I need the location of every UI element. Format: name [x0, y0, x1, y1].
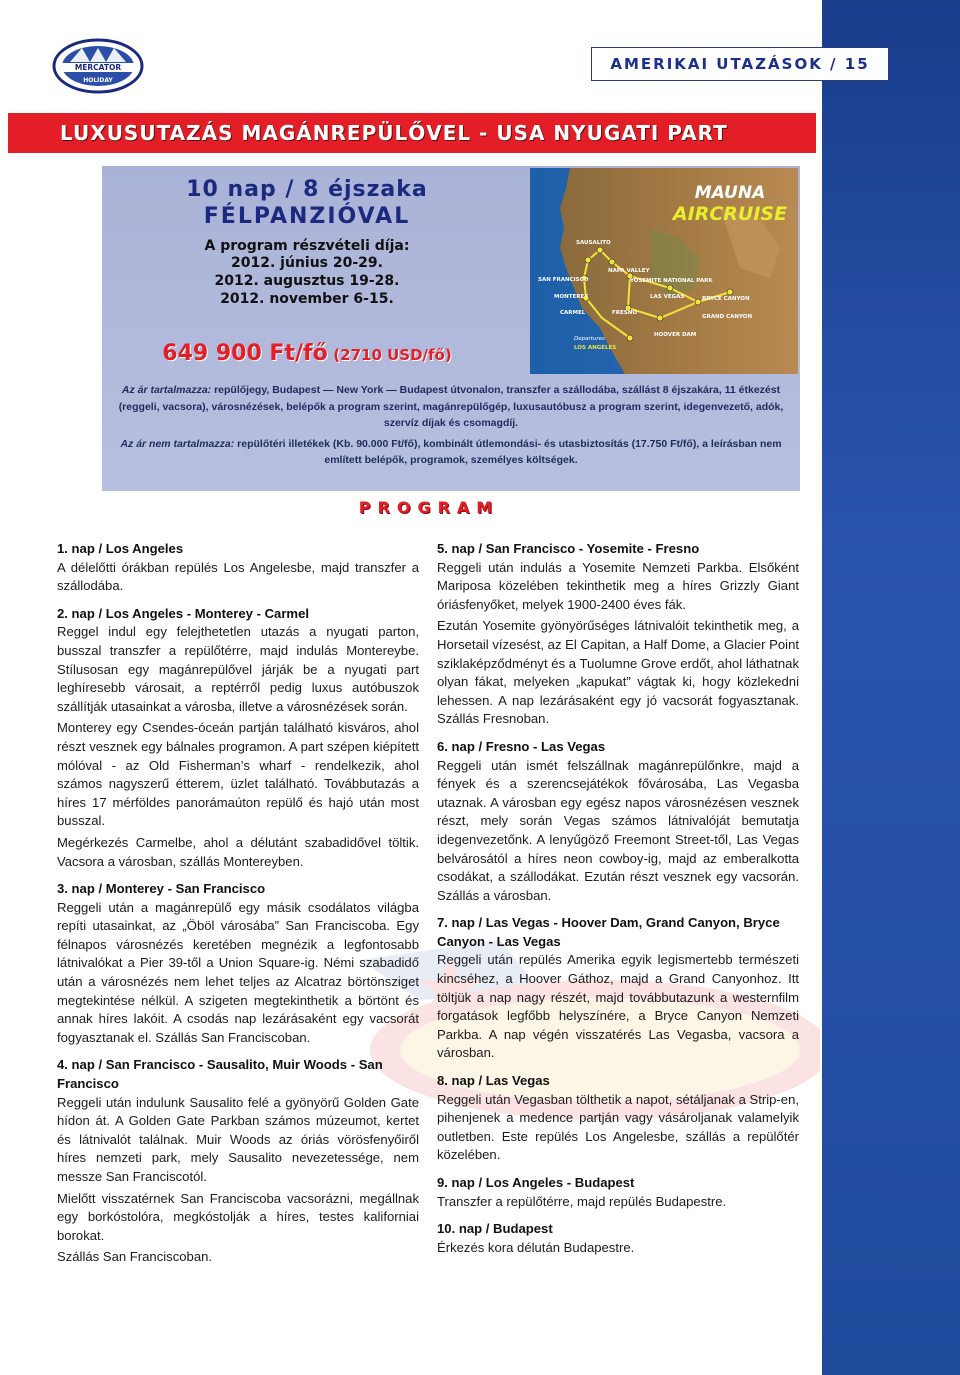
day-title: 2. nap / Los Angeles - Monterey - Carmel — [57, 605, 309, 621]
day-description: Reggeli után repülés Amerika egyik legismertebb természeti kincséhez, a Hoover Gáthoz, majd a Grand Canyonhoz. Itt töltjük a nap nagy részét, majd továbbutazunk a westernfilm forgatások legfőbb helyszínére, a Bryce Canyon Nemzeti Parkba. A nap végén visszatérés Las Vegasba, vacsora a városban. — [437, 952, 799, 1061]
program-day — [437, 1220, 799, 1257]
included-terms — [105, 382, 797, 432]
map-label: LOS ANGELES — [574, 345, 617, 351]
day-description: Reggeli után indulunk Sausalito felé a gyönyörű Golden Gate hídon át. A Golden Gate Parkban számos múzeumot, kertet és látnivalót találnak. Muir Woods az óriás vörösfenyőiről híres nemzeti park, mely Sausalito nevezetessége, nem messze San Franciscotól. — [57, 1094, 419, 1184]
day-title: 7. nap / Las Vegas - Hoover Dam, Grand Canyon, Bryce Canyon - Las Vegas — [437, 915, 780, 949]
included-text: repülőjegy, Budapest — New York — Budapest útvonalon, transzfer a szállodába, szállást 8 éjszakára, 11 étkezést (reggeli, vacsora), városnézések, belépők a program szerint, magánrepülőgép, luxusautóbusz a program szerint, idegenvezető, adók, szervíz díjak és csomagdíj. — [118, 384, 784, 429]
map-label: YOSEMITE NATIONAL PARK — [630, 278, 713, 284]
day-description: Transzfer a repülőtérre, majd repülés Budapestre. — [437, 1193, 727, 1209]
excluded-terms — [105, 436, 797, 469]
price-usd: (2710 USD/fő) — [333, 346, 452, 364]
excluded-text: repülőtéri illetékek (Kb. 90.000 Ft/fő), kombinált útlemondási- és utasbiztosítás (17.750 Ft/fő), a leírásban nem említett belépők, programok, személyes költségek. — [237, 437, 782, 466]
program-day — [437, 540, 799, 729]
map-label: BRYCE CANYON — [702, 296, 750, 302]
price-huf: 649 900 Ft/fő — [162, 341, 328, 366]
promo-block — [102, 176, 512, 308]
mercator-holiday-logo — [52, 38, 144, 94]
day-title: 5. nap / San Francisco - Yosemite - Fresno — [437, 541, 700, 556]
day-description: Érkezés kora délután Budapestre. — [437, 1239, 635, 1255]
price-line — [102, 341, 512, 366]
map-label: SAN FRANCISCO — [538, 277, 589, 283]
fee-label: A program részvételi díja: — [204, 238, 410, 254]
map-label: Departures — [574, 336, 605, 342]
departure-date: 2012. június 20-29. — [231, 255, 383, 271]
svg-text:MERCATOR: MERCATOR — [74, 63, 122, 72]
day-description: Reggeli után Vegasban tölthetik a napot, sétáljanak a Strip-en, pihenjenek a medence partján vagy vásároljanak valamelyik outletben. Este repülés Los Angelesbe, szállás a repülőtér közelében. — [437, 1091, 799, 1163]
included-label: Az ár tartalmazza: — [121, 384, 212, 396]
day-title: 4. nap / San Francisco - Sausalito, Muir Woods - San Francisco — [57, 1057, 383, 1092]
map-label: HOOVER DAM — [654, 332, 697, 338]
map-label: CARMEL — [560, 310, 586, 316]
day-title: 6. nap / Fresno - Las Vegas — [437, 738, 606, 754]
day-title: 3. nap / Monterey - San Francisco — [57, 881, 266, 897]
side-color-stripe — [822, 0, 960, 1375]
program-day — [57, 605, 419, 871]
program-day — [57, 1056, 419, 1267]
map-label: LAS VEGAS — [650, 294, 685, 300]
map-label: SAUSALITO — [576, 240, 611, 246]
map-label: MONTEREY — [554, 294, 589, 300]
departure-date: 2012. november 6-15. — [220, 291, 394, 307]
map-label: NAPA VALLEY — [608, 268, 650, 274]
program-day — [437, 1174, 799, 1211]
day-description: Megérkezés Carmelbe, ahol a délutánt szabadidővel töltik. Vacsora a városban, szállás Montereyben. — [57, 834, 419, 869]
day-description: Mielőtt visszatérnek San Franciscoba vacsorázni, megállnak egy borkóstolóra, megkóstolják a híres, testes kaliforniai borokat. — [57, 1190, 419, 1243]
program-column-left — [57, 540, 419, 1276]
trip-duration: 10 nap / 8 éjszaka — [186, 177, 428, 202]
section-header — [591, 47, 889, 81]
day-description: Szállás San Franciscoban. — [57, 1249, 213, 1265]
departure-date: 2012. augusztus 19-28. — [214, 273, 400, 289]
day-description: Reggeli után a magánrepülő egy másik csodálatos világba repíti utasainkat, az „Öböl városába” San Franciscoba. Egy félnapos városnézés keretében megnézik a legfontosabb látnivalókat a Pier 39-től a Union Square-ig. Némi szabadidő után a városnézés nem lehet teljes az Alcatraz börtönsziget megtekintése nélkül. A szigeten megtekinthetik a börtönt és annak híres lakóit. A csodás nap lezárásaként egy vacsorát fogyasztanak el. Szállás San Franciscoban. — [57, 899, 419, 1045]
day-description: Monterey egy Csendes-óceán partján található kisváros, ahol részt vesznek egy bálnales programon. A part szépen kiépített mólóval - az Old Fisherman’s wharf - rendelkezik, ahol számos nagyszerű étterem, üzlet található. Továbbutazás a híres 17 mérföldes panorámaúton repülő és hajó után most busszal. — [57, 720, 419, 829]
program-day — [437, 738, 799, 905]
map-label: FRESNO — [612, 310, 637, 316]
map-brand-1: MAUNA — [694, 183, 766, 203]
program-column-right — [437, 540, 799, 1266]
day-title: 9. nap / Los Angeles - Budapest — [437, 1175, 635, 1190]
section-header-text: AMERIKAI UTAZÁSOK / 15 — [610, 55, 870, 73]
svg-text:HOLIDAY: HOLIDAY — [83, 77, 113, 84]
route-map-image — [530, 168, 798, 374]
program-heading: PROGRAM — [358, 498, 500, 517]
map-label: GRAND CANYON — [702, 314, 753, 320]
program-day — [57, 880, 419, 1047]
excluded-label: Az ár nem tartalmazza: — [120, 437, 235, 450]
page-title: LUXUSUTAZÁS MAGÁNREPÜLŐVEL - USA NYUGATI PART — [60, 121, 728, 145]
program-day — [437, 914, 799, 1063]
day-description: Reggel indul egy felejthetetlen utazás a nyugati parton, busszal transzfer a repülőtérre, majd indulás Montereybe. Stílusosan egy magánrepülővel járják be a nyugati part leghíresebb városait, a reptérről pedig luxus autóbuszok szállítják utasainkat a városba, illetve a városnézések során. — [57, 624, 419, 714]
program-day — [437, 1072, 799, 1165]
day-title: 8. nap / Las Vegas — [437, 1073, 550, 1089]
day-description: Reggeli után ismét felszállnak magánrepülőnkre, majd a fények és a szerencsejátékok fővárosába, Las Vegasba utaznak. A városban egy egész napos városnézésen vesznek részt, mely során Vegas számos látnivalóját bemutatja idegenvezetőnk. A lenyűgöző Freemont Street-től, Las Vegas belvárosától a híres neon cowboy-ig, majd az emberalkotta csodákat, a szállodákat. Ezután részt vesznek egy vacsorán. Szállás a városban. — [437, 757, 799, 903]
price-terms — [105, 382, 797, 469]
day-description: A délelőtti órákban repülés Los Angelesbe, majd transzfer a szállodába. — [57, 559, 419, 594]
board-type: FÉLPANZIÓVAL — [203, 204, 411, 229]
day-title: 10. nap / Budapest — [437, 1221, 553, 1237]
map-brand-2: AIRCRUISE — [672, 203, 788, 225]
page-title-bar — [8, 113, 816, 153]
program-day — [57, 540, 419, 596]
day-title: 1. nap / Los Angeles — [57, 541, 184, 556]
day-description: Ezután Yosemite gyönyörűséges látnivalóit tekinthetik meg, a Horsetail vízesést, az El Capitan, a Half Dome, a Glacier Point sziklaképződményt és a Tuolumne Grove erdőt, ahol láthatnak olyan fákat, melyeken „kapukat” vágtak ki, hogy közlekedni lehessen. A nap lezárásaként egy jó vacsorát fogyasztanak. Szállás Fresnoban. — [437, 618, 799, 727]
day-description: Reggeli után indulás a Yosemite Nemzeti Parkba. Elsőként Mariposa közelében tekinthetik meg a híres Grizzly Giant óriásfenyőket, melyek 1900-2400 éves fák. — [437, 559, 799, 612]
